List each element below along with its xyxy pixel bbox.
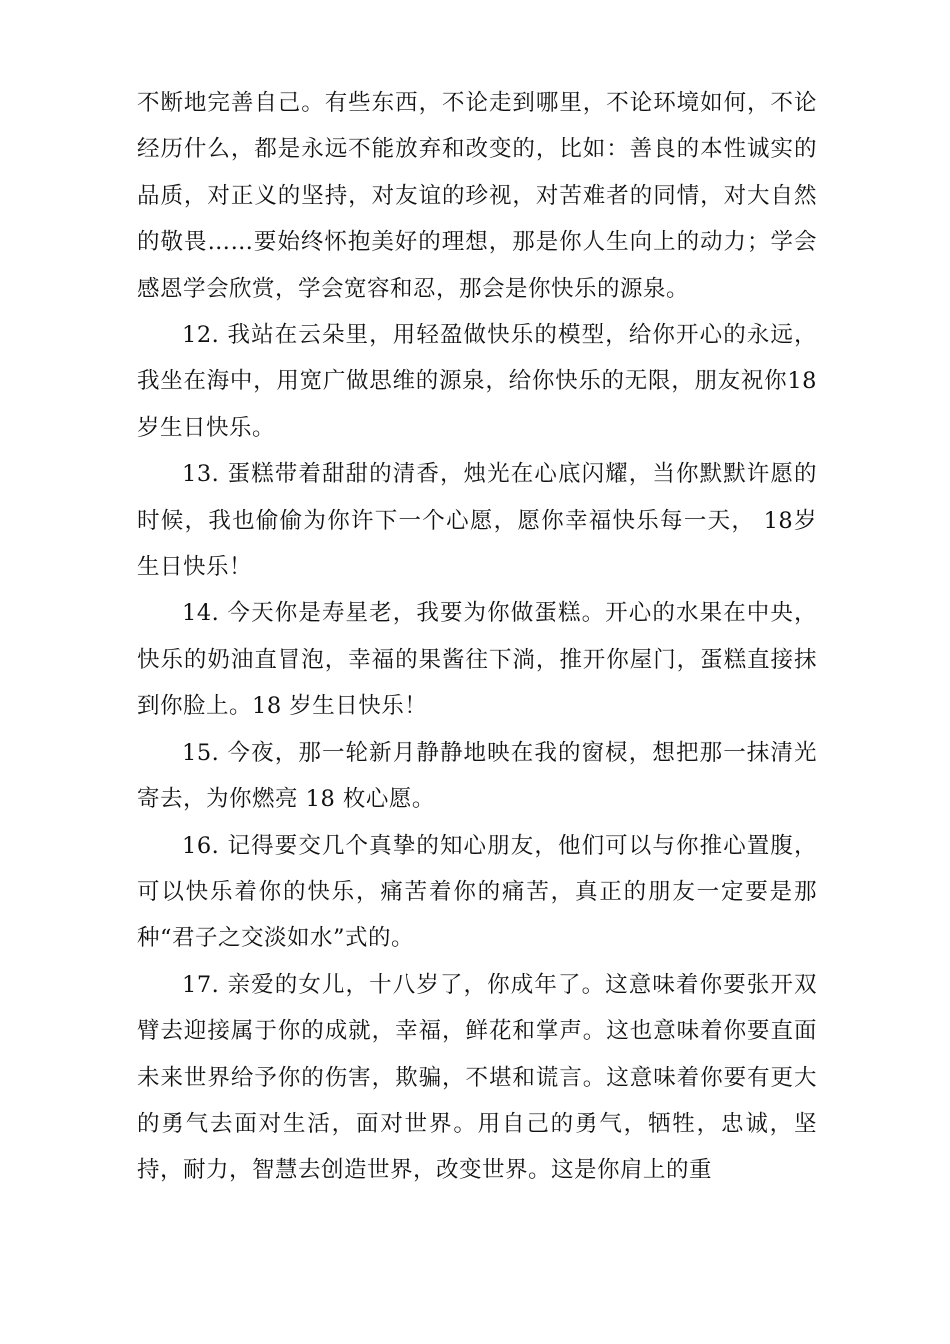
paragraph-14: 14. 今天你是寿星老，我要为你做蛋糕。开心的水果在中央，快乐的奶油直冒泡，幸福的果酱往下淌，推开你屋门，蛋糕直接抹到你脸上。18 岁生日快乐！: [137, 600, 817, 720]
paragraph-13: 13. 蛋糕带着甜甜的清香，烛光在心底闪耀，当你默默许愿的时候，我也偷偷为你许下一个心愿，愿你幸福快乐每一天， 18岁生日快乐！: [137, 461, 817, 581]
paragraph-17: 17. 亲爱的女儿，十八岁了，你成年了。这意味着你要张开双臂去迎接属于你的成就，幸福，鲜花和掌声。这也意味着你要直面未来世界给予你的伤害，欺骗，不堪和谎言。这意味着你要有更大的勇气去面对生活，面对世界。用自己的勇气，牺牲，忠诚，坚持，耐力，智慧去创造世界，改变世界。这是你肩上的重: [137, 971, 817, 1184]
document-page: [137, 80, 817, 1194]
paragraph-12: 12. 我站在云朵里，用轻盈做快乐的模型，给你开心的永远，我坐在海中，用宽广做思维的源泉，给你快乐的无限，朋友祝你18 岁生日快乐。: [137, 322, 817, 441]
paragraph-continuation: 不断地完善自己。有些东西，不论走到哪里，不论环境如何，不论经历什么，都是永远不能放弃和改变的，比如：善良的本性诚实的品质，对正义的坚持，对友谊的珍视，对苦难者的同情，对大自然的敬畏……要始终怀抱美好的理想，那是你人生向上的动力；学会感恩学会欣赏，学会宽容和忍，那会是你快乐的源泉。: [137, 90, 817, 302]
paragraph-15: 15. 今夜，那一轮新月静静地映在我的窗棂，想把那一抹清光寄去，为你燃亮 18 枚心愿。: [137, 739, 817, 813]
paragraph-16: 16. 记得要交几个真挚的知心朋友，他们可以与你推心置腹，可以快乐着你的快乐，痛苦着你的痛苦，真正的朋友一定要是那种“君子之交淡如水”式的。: [137, 832, 817, 952]
